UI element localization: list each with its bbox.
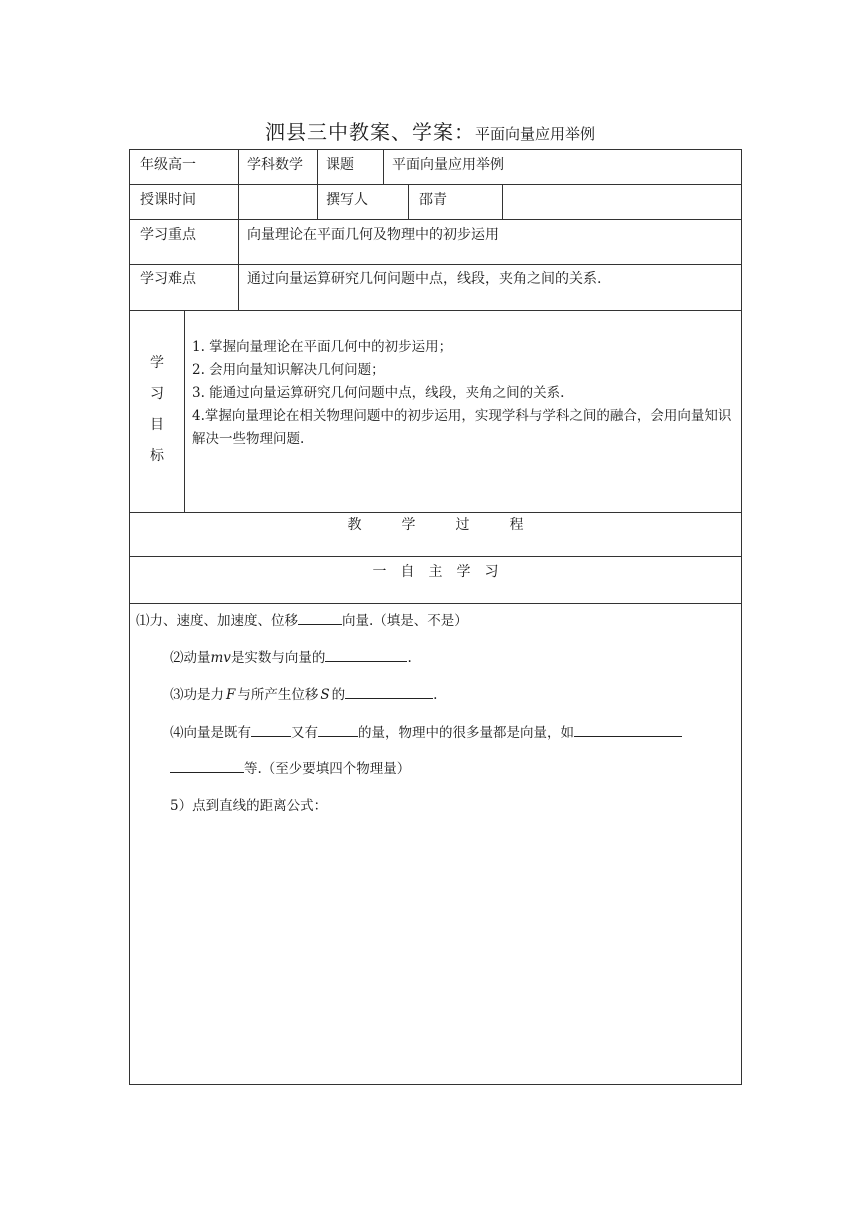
subject-cell: 学科数学 (247, 157, 303, 173)
row-divider (130, 264, 741, 265)
col-divider (502, 184, 503, 219)
title-sub: 平面向量应用举例 (474, 125, 595, 143)
question-5: 5）点到直线的距离公式： (170, 798, 328, 814)
goal-item: 1. 掌握向量理论在平面几何中的初步运用； (192, 339, 453, 355)
answer-blank (325, 647, 407, 662)
question-3: ⑶功是力 F 与所产生位移 S 的 . (170, 683, 437, 703)
topic-value: 平面向量应用举例 (392, 157, 504, 173)
process-heading: 教 学 过 程 (347, 517, 524, 533)
row-divider (130, 512, 741, 513)
writer-value: 邵青 (419, 192, 447, 208)
answer-blank (298, 610, 342, 625)
answer-blank (170, 758, 244, 773)
row-divider (130, 184, 741, 185)
col-divider (184, 310, 185, 512)
page-title (0, 116, 860, 145)
row-divider (130, 556, 741, 557)
col-divider (317, 150, 318, 184)
focus-value: 向量理论在平面几何及物理中的初步运用 (247, 227, 499, 243)
title-main: 泗县三中教案、学案： (264, 120, 475, 144)
goal-item: 3. 能通过向量运算研究几何问题中点，线段，夹角之间的关系. (192, 385, 565, 401)
answer-blank (251, 722, 291, 737)
col-divider (383, 150, 384, 184)
col-divider (238, 219, 239, 310)
goals-label: 学 习 目 标 (150, 355, 164, 464)
topic-label: 课题 (326, 157, 354, 173)
answer-blank (318, 722, 358, 737)
goal-item: 4.掌握向量理论在相关物理问题中的初步运用，实现学科与学科之间的融合，会用向量知识解决一些物理问题. (192, 408, 732, 447)
lesson-plan-table (129, 149, 742, 1085)
grade-cell: 年级高一 (140, 157, 196, 173)
question-1: ⑴力、速度、加速度、位移 向量.（填是、不是） (136, 609, 468, 629)
writer-label: 撰写人 (326, 192, 368, 208)
row-divider (130, 219, 741, 220)
goal-item: 2. 会用向量知识解决几何问题； (192, 362, 385, 378)
question-2: ⑵动量mv是实数与向量的 . (170, 646, 412, 666)
difficulty-value: 通过向量运算研究几何问题中点，线段，夹角之间的关系. (247, 271, 602, 287)
answer-blank (345, 684, 433, 699)
goals-list (192, 336, 740, 451)
row-divider (130, 310, 741, 311)
focus-label: 学习重点 (140, 227, 196, 243)
time-label: 授课时间 (140, 192, 196, 208)
answer-blank (574, 722, 682, 737)
question-4-continued: 等.（至少要填四个物理量） (170, 757, 410, 777)
question-4: ⑷向量是既有 又有 的量，物理中的很多量都是向量，如 (170, 721, 682, 741)
difficulty-label: 学习难点 (140, 271, 196, 287)
self-study-heading: 一 自 主 学 习 (372, 564, 499, 580)
col-divider (317, 184, 318, 219)
row-divider (130, 603, 741, 604)
col-divider (238, 150, 239, 219)
col-divider (408, 184, 409, 219)
